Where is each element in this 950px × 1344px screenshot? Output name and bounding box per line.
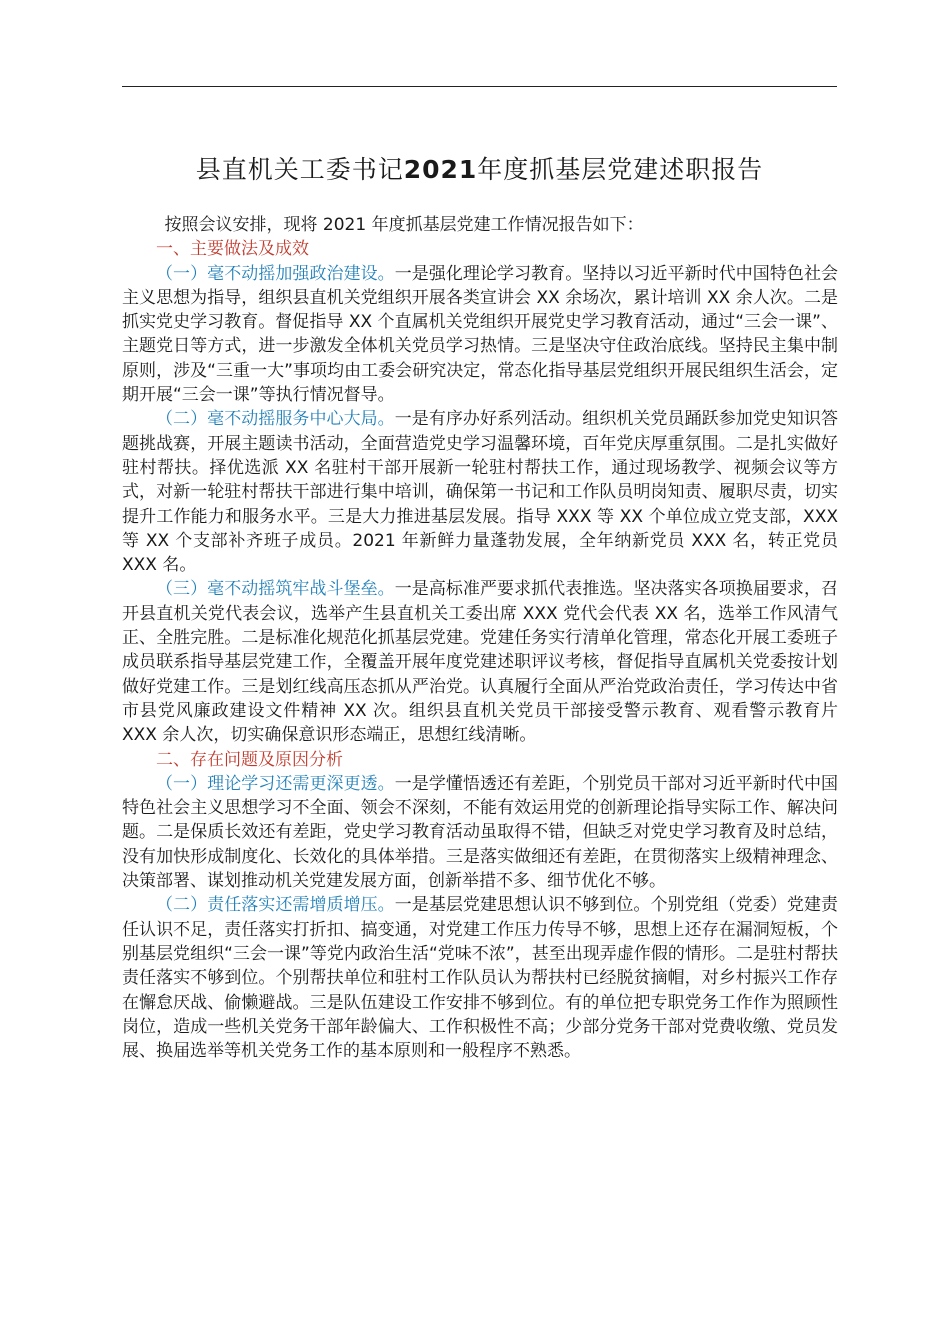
intro-paragraph: 按照会议安排，现将 2021 年度抓基层党建工作情况报告如下： [164,215,644,235]
section1-paragraph-2 [122,407,838,577]
document-body [122,213,838,1063]
section1-subheading-1: （一）毫不动摇加强政治建设。 [156,263,395,284]
title-prefix: 县直机关工委书记 [195,155,404,184]
section2-subheading-1: （一）理论学习还需更深更透。 [156,773,395,794]
section1-body-1: 一是强化理论学习教育。坚持以习近平新时代中国特色社会主义思想为指导，组织县直机关党组织开展各类宣讲会 XX 余场次，累计培训 XX 余人次。二是抓实党史学习教育。督促指导 XX 个直属机关党组织开展党史学习教育活动，通过“三会一课”、主题党日等方式，进一步激发全体机关党员学习热情。三是坚决守住政治底线。坚持民主集中制原则，涉及“三重一大”事项均由工委会研究决定，常态化指导基层党组织开展民组织生活会，定期开展“三会一课”等执行情况督导。 [122,263,838,406]
section2-paragraph-1 [122,772,838,893]
document-title [120,150,839,190]
section2-heading: 二、存在问题及原因分析 [156,749,343,770]
section1-paragraph-3 [122,577,838,747]
section1-subheading-3: （三）毫不动摇筑牢战斗堡垒。 [156,579,395,600]
section2-subheading-2: （二）责任落实还需增质增压。 [156,895,395,916]
section2-paragraph-2 [122,893,838,1063]
section1-heading: 一、主要做法及成效 [156,239,309,260]
section2-body-2: 一是基层党建思想认识不够到位。个别党组（党委）党建责任认识不足，责任落实打折扣、搞变通，对党建工作压力传导不够，思想上还存在漏洞短板，个别基层党组织“三会一课”等党内政治生活“党味不浓”，甚至出现弄虚作假的情形。二是驻村帮扶责任落实不够到位。个别帮扶单位和驻村工作队员认为帮扶村已经脱贫摘帽，对乡村振兴工作存在懈怠厌战、偷懒避战。三是队伍建设工作安排不够到位。有的单位把专职党务工作作为照顾性岗位，造成一些机关党务干部年龄偏大、工作积极性不高；少部分党务干部对党费收缴、党员发展、换届选举等机关党务工作的基本原则和一般程序不熟悉。 [122,895,838,1062]
title-suffix: 年度抓基层党建述职报告 [477,155,764,184]
section2-body-1: 一是学懂悟透还有差距，个别党员干部对习近平新时代中国特色社会主义思想学习不全面、领会不深刻，不能有效运用党的创新理论指导实际工作、解决问题。二是保质长效还有差距，党史学习教育活动虽取得不错，但缺乏对党史学习教育及时总结，没有加快形成制度化、长效化的具体举措。三是落实做细还有差距，在贯彻落实上级精神理念、决策部署、谋划推动机关党建发展方面，创新举措不多、细节优化不够。 [122,773,838,892]
section1-subheading-2: （二）毫不动摇服务中心大局。 [156,409,395,430]
header-rule [122,86,837,87]
section1-body-2: 一是有序办好系列活动。组织机关党员踊跃参加党史知识答题挑战赛，开展主题读书活动，全面营造党史学习温馨环境，百年党庆厚重氛围。二是扎实做好驻村帮扶。择优选派 XX 名驻村干部开展新一轮驻村帮扶工作，通过现场教学、视频会议等方式，对新一轮驻村帮扶干部进行集中培训，确保第一书记和工作队员明岗知责、履职尽责，切实提升工作能力和服务水平。三是大力推进基层发展。指导 XXX 等 XX 个单位成立党支部，XXX 等 XX 个支部补齐班子成员。2021 年新鲜力量蓬勃发展，全年纳新党员 XXX 名，转正党员 XXX 名。 [122,409,838,576]
title-year: 2021 [403,155,478,184]
section1-body-3: 一是高标准严要求抓代表推选。坚决落实各项换届要求，召开县直机关党代表会议，选举产生县直机关工委出席 XXX 党代会代表 XX 名，选举工作风清气正、全胜完胜。二是标准化规范化抓基层党建。党建任务实行清单化管理，常态化开展工委班子成员联系指导基层党建工作，全覆盖开展年度党建述职评议考核，督促指导直属机关党委按计划做好党建工作。三是划红线高压态抓从严治党。认真履行全面从严治党政治责任，学习传达中省市县党风廉政建设文件精神 XX 次。组织县直机关党员干部接受警示教育、观看警示教育片 XXX 余人次，切实确保意识形态端正，思想红线清晰。 [122,579,838,746]
section1-paragraph-1 [122,262,838,408]
